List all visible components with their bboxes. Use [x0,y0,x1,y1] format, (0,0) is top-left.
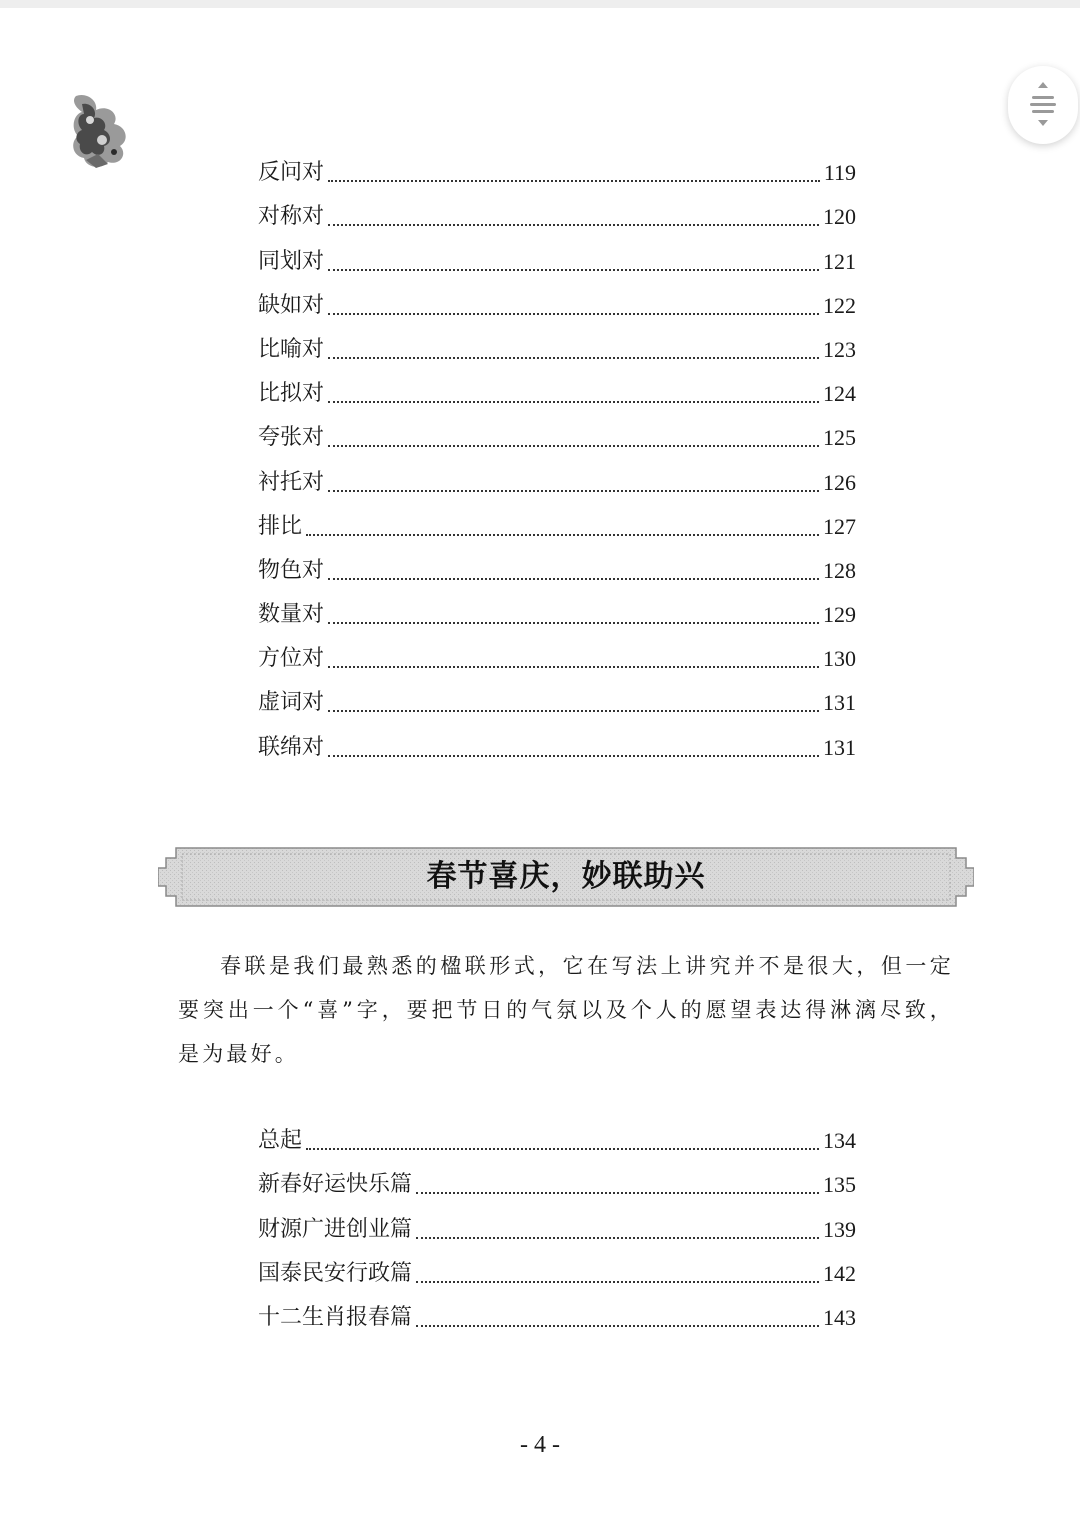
toc-entry[interactable] [258,460,856,504]
toc-section-2 [258,1119,856,1340]
toc-entry-title: 夸张对 [258,425,325,451]
toc-entry[interactable] [258,151,856,195]
toc-entry-page: 122 [823,292,856,318]
toc-entry-title: 同划对 [258,248,325,274]
toc-entry-page: 142 [823,1260,856,1286]
top-strip [0,0,1080,8]
toc-leader [328,180,820,182]
toc-entry-title: 对称对 [258,204,325,230]
toc-leader [328,313,819,315]
toc-entry[interactable] [258,1296,856,1340]
toc-entry[interactable] [258,1119,856,1163]
toc-entry[interactable] [258,239,856,283]
toc-leader [328,666,819,668]
toc-entry-title: 比拟对 [258,381,325,407]
toc-entry-title: 总起 [258,1128,303,1154]
toc-entry[interactable] [258,549,856,593]
scroll-handle-icon [1008,66,1078,144]
section-heading: 春节喜庆，妙联助兴 [426,859,706,894]
toc-entry-title: 方位对 [258,646,325,672]
toc-entry-title: 排比 [258,513,303,539]
toc-entry-page: 130 [823,646,856,672]
toc-entry-title: 十二生肖报春篇 [258,1304,413,1330]
toc-entry-page: 125 [823,425,856,451]
toc-entry-title: 衬托对 [258,469,325,495]
toc-entry-page: 121 [823,248,856,274]
toc-leader [416,1281,819,1283]
toc-entry[interactable] [258,725,856,769]
toc-entry[interactable] [258,284,856,328]
toc-entry-title: 数量对 [258,602,325,628]
toc-entry-title: 缺如对 [258,292,325,318]
toc-entry-title: 虚词对 [258,690,325,716]
toc-entry[interactable] [258,1207,856,1251]
toc-entry[interactable] [258,593,856,637]
toc-entry-page: 129 [823,602,856,628]
toc-leader [416,1325,819,1327]
toc-entry-page: 127 [823,513,856,539]
toc-entry-page: 120 [823,204,856,230]
toc-entry[interactable] [258,1252,856,1296]
toc-leader [306,534,819,536]
toc-leader [328,357,819,359]
toc-entry-title: 联绵对 [258,734,325,760]
toc-entry[interactable] [258,505,856,549]
section-banner [158,846,974,908]
toc-entry-page: 143 [823,1304,856,1330]
toc-entry-page: 128 [823,557,856,583]
toc-section-1 [258,151,856,770]
toc-leader [416,1192,819,1194]
intro-paragraph: 春联是我们最熟悉的楹联形式，它在写法上讲究并不是很大，但一定要突出一个“喜”字，要把节日的气氛以及个人的愿望表达得淋漓尽致，是为最好。 [178,954,954,1066]
toc-entry[interactable] [258,637,856,681]
toc-entry[interactable] [258,416,856,460]
toc-leader [328,401,819,403]
toc-entry-title: 反问对 [258,160,325,186]
toc-leader [416,1237,819,1239]
toc-entry-page: 131 [823,690,856,716]
toc-leader [328,490,819,492]
scroll-handle[interactable] [1008,66,1078,144]
toc-entry[interactable] [258,681,856,725]
toc-leader [328,755,819,757]
toc-leader [328,224,819,226]
toc-entry-page: 124 [823,381,856,407]
toc-entry-page: 134 [823,1128,856,1154]
toc-entry-title: 财源广进创业篇 [258,1216,413,1242]
toc-leader [328,445,819,447]
toc-leader [328,622,819,624]
page-number: - 4 - [520,1432,560,1458]
toc-entry-page: 119 [823,160,856,186]
toc-entry-page: 126 [823,469,856,495]
corner-ornament-icon [68,90,136,172]
toc-leader [306,1148,819,1150]
toc-leader [328,269,819,271]
toc-entry[interactable] [258,195,856,239]
toc-entry-page: 139 [823,1216,856,1242]
toc-entry[interactable] [258,1163,856,1207]
toc-leader [328,578,819,580]
toc-entry[interactable] [258,328,856,372]
toc-leader [328,710,819,712]
toc-entry-page: 123 [823,336,856,362]
toc-entry-title: 新春好运快乐篇 [258,1172,413,1198]
toc-entry-page: 131 [823,734,856,760]
toc-entry-page: 135 [823,1172,856,1198]
toc-entry-title: 比喻对 [258,336,325,362]
toc-entry-title: 国泰民安行政篇 [258,1260,413,1286]
toc-entry[interactable] [258,372,856,416]
toc-entry-title: 物色对 [258,557,325,583]
